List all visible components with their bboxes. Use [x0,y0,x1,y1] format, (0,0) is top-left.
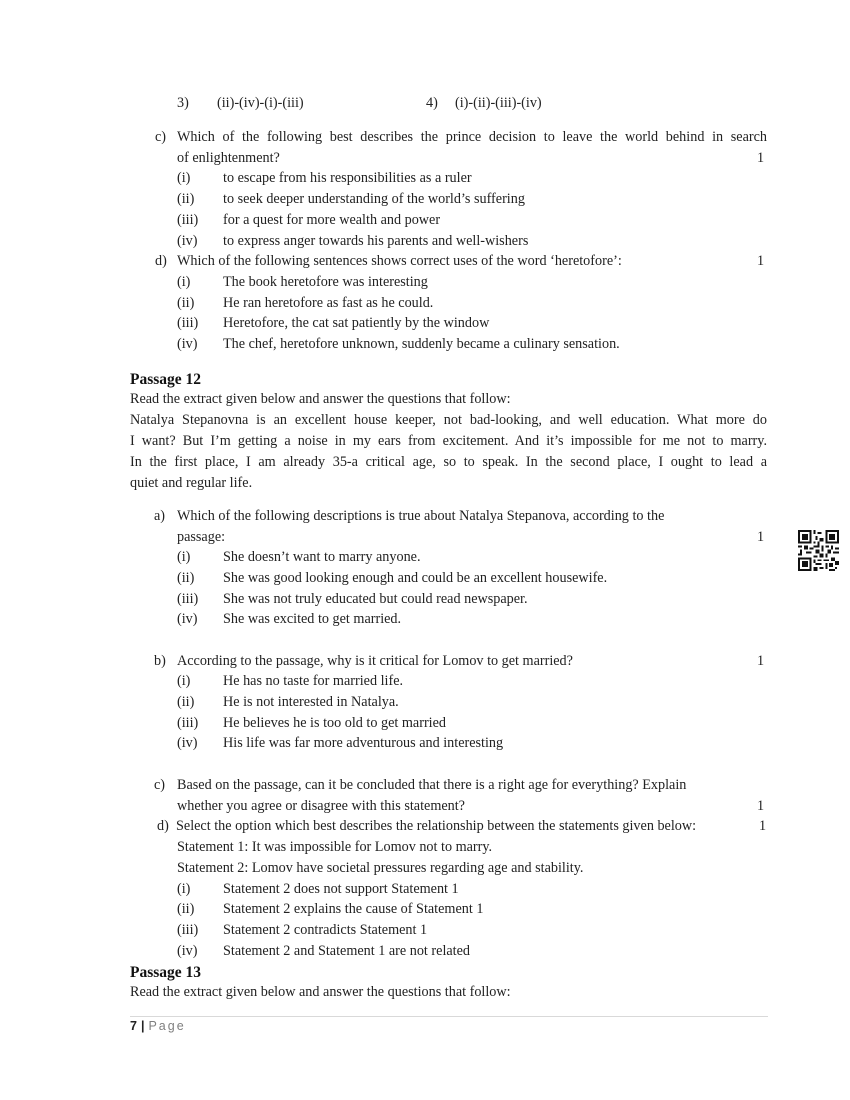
option-number: (ii) [177,191,195,207]
page-label: Page [148,1019,186,1033]
option-number: (i) [177,673,191,689]
question-label: d) [157,818,169,834]
option-text: His life was far more adventurous and interesting [223,735,504,751]
page-number: 7 [130,1019,137,1033]
marks: 1 [759,818,767,834]
option-number: (iii) [177,591,199,607]
option-text: The book heretofore was interesting [223,274,428,290]
marks: 1 [757,798,765,814]
passage-13-instruction: Read the extract given below and answer the questions that follow: [130,984,511,1000]
option-text: to escape from his responsibilities as a ruler [223,170,472,186]
option-number: (i) [177,274,191,290]
question-text: Which of the following sentences shows correct uses of the word ‘heretofore’: [177,253,622,269]
question-text: Select the option which best describes the relationship between the statements given below: [176,818,697,834]
question-text: Based on the passage, can it be concluded that there is a right age for everything? Explain [177,777,687,793]
option-text: Statement 2 does not support Statement 1 [223,881,459,897]
question-text-cont: passage: [177,529,226,545]
option-text: He has no taste for married life. [223,673,404,689]
option-number: (i) [177,549,191,565]
question-text: Which of the following best describes the prince decision to leave the world behind in search [177,129,767,145]
question-text: According to the passage, why is it critical for Lomov to get married? [177,653,573,669]
option-text: for a quest for more wealth and power [223,212,441,228]
page-footer [130,1019,186,1033]
option-text: He is not interested in Natalya. [223,694,399,710]
question-label: c) [155,129,167,145]
option-number: (ii) [177,694,195,710]
option-text: He ran heretofore as fast as he could. [223,295,434,311]
option-number: (ii) [177,570,195,586]
footer-separator: | [140,1019,145,1033]
passage-13-heading: Passage 13 [130,964,202,981]
passage-12-line: Natalya Stepanovna is an excellent house keeper, not bad-looking, and well education. What more do [130,412,767,428]
option-4-number: 4) [426,95,438,111]
option-number: (ii) [177,295,195,311]
option-text: She was excited to get married. [223,611,402,627]
option-text: She doesn’t want to marry anyone. [223,549,421,565]
question-label: a) [154,508,166,524]
option-number: (iii) [177,922,199,938]
marks: 1 [757,653,765,669]
option-text: She was good looking enough and could be an excellent housewife. [223,570,608,586]
option-number: (iv) [177,611,198,627]
passage-12-line: In the first place, I am already 35-a critical age, so to speak. In the second place, I ought to lead a [130,454,767,470]
option-number: (i) [177,170,191,186]
option-text: Statement 2 explains the cause of Statement 1 [223,901,484,917]
question-text: Which of the following descriptions is true about Natalya Stepanova, according to the [177,508,665,524]
option-number: (iv) [177,735,198,751]
question-label: d) [155,253,167,269]
marks: 1 [757,150,765,166]
option-number: (iv) [177,233,198,249]
option-text: to seek deeper understanding of the world’s suffering [223,191,525,207]
question-text-cont: whether you agree or disagree with this statement? [177,798,465,814]
option-3-number: 3) [177,95,189,111]
option-number: (iv) [177,336,198,352]
option-number: (iii) [177,212,199,228]
option-4-text: (i)-(ii)-(iii)-(iv) [455,95,542,111]
qr-code-icon [798,530,839,571]
question-label: c) [154,777,166,793]
option-text: Heretofore, the cat sat patiently by the window [223,315,490,331]
option-text: She was not truly educated but could read newspaper. [223,591,528,607]
option-3-text: (ii)-(iv)-(i)-(iii) [217,95,304,111]
option-number: (iii) [177,315,199,331]
passage-12-line: quiet and regular life. [130,475,253,491]
option-number: (iv) [177,943,198,959]
statement-2: Statement 2: Lomov have societal pressures regarding age and stability. [177,860,584,876]
option-number: (ii) [177,901,195,917]
marks: 1 [757,529,765,545]
question-label: b) [154,653,166,669]
footer-divider [130,1016,768,1017]
option-number: (iii) [177,715,199,731]
passage-12-instruction: Read the extract given below and answer the questions that follow: [130,391,511,407]
statement-1: Statement 1: It was impossible for Lomov not to marry. [177,839,493,855]
option-text: to express anger towards his parents and well-wishers [223,233,529,249]
passage-12-heading: Passage 12 [130,371,202,388]
option-text: Statement 2 contradicts Statement 1 [223,922,428,938]
option-text: The chef, heretofore unknown, suddenly became a culinary sensation. [223,336,620,352]
question-text-cont: of enlightenment? [177,150,280,166]
passage-12-line: I want? But I’m getting a noise in my ears from excitement. And it’s impossible for me not to marry. [130,433,767,449]
marks: 1 [757,253,765,269]
option-text: Statement 2 and Statement 1 are not related [223,943,471,959]
option-text: He believes he is too old to get married [223,715,446,731]
option-number: (i) [177,881,191,897]
